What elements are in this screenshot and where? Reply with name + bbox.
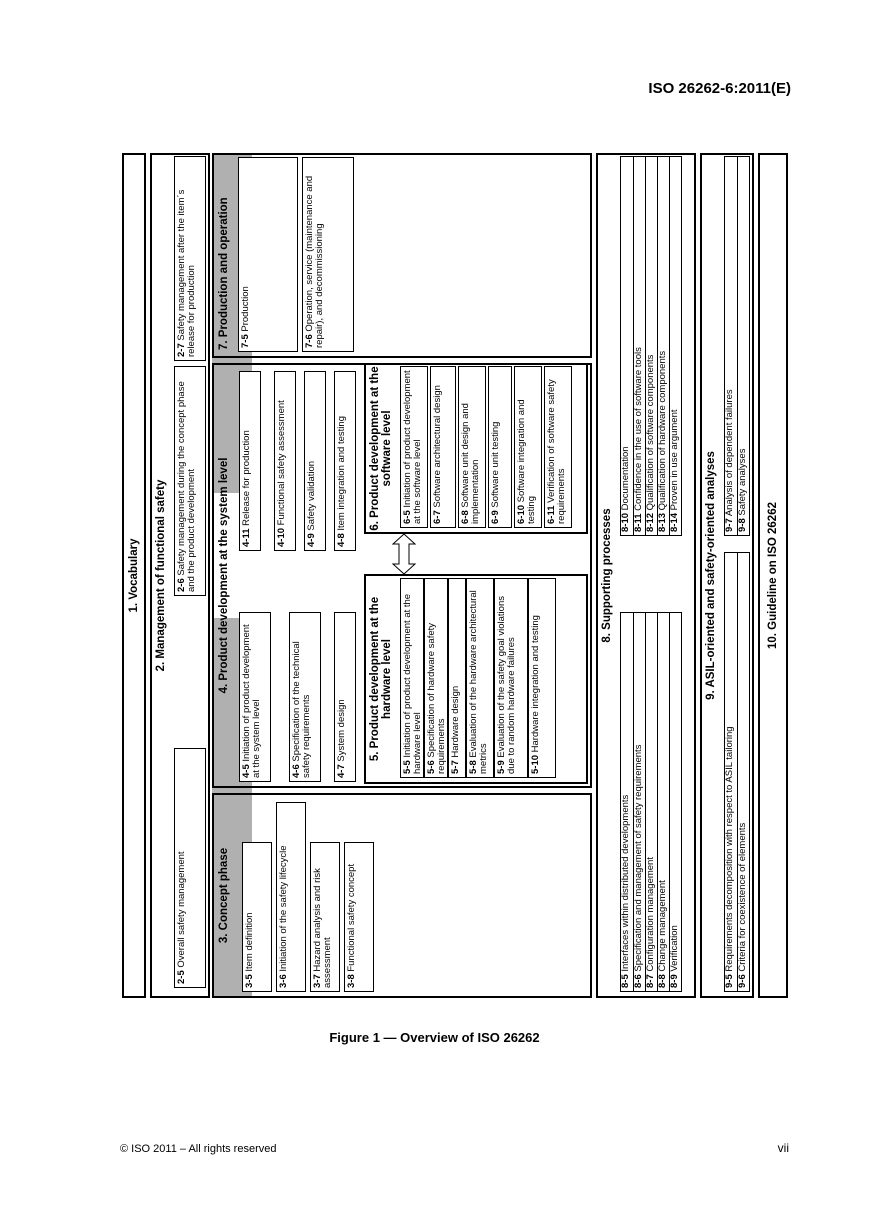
- item-6-7: 6-7 Software architectural design: [430, 366, 456, 528]
- asil-right-list: [724, 156, 750, 536]
- item-6-8: 6-8 Software unit design and implementation: [458, 366, 486, 528]
- item-3-5: 3-5 Item definition: [242, 842, 272, 992]
- concept-title: 3. Concept phase: [218, 847, 230, 944]
- management-band: [150, 153, 210, 998]
- asil-band: [700, 153, 754, 998]
- item-8-9: 8-9 Verification: [669, 613, 681, 991]
- item-4-7: 4-7 System design: [334, 612, 356, 782]
- copyright-notice: © ISO 2011 – All rights reserved: [120, 1143, 277, 1155]
- item-6-9: 6-9 Software unit testing: [488, 366, 512, 528]
- item-8-8: 8-8 Change management: [657, 613, 669, 991]
- item-6-10: 6-10 Software integration and testing: [514, 366, 542, 528]
- item-8-12: 8-12 Qualification of software components: [645, 157, 657, 535]
- item-8-6: 8-6 Specification and management of safety requirements: [633, 613, 645, 991]
- item-6-11: 6-11 Verification of software safety requirements: [544, 366, 572, 528]
- vocabulary-band: [122, 153, 146, 998]
- item-2-5: 2-5 Overall safety management: [174, 748, 206, 988]
- item-5-7: 5-7 Hardware design: [448, 578, 466, 778]
- guideline-band: [758, 153, 788, 998]
- concept-band: [212, 793, 592, 998]
- item-7-6: 7-6 Operation, service (maintenance and repair), and decommissioning: [302, 157, 354, 352]
- system-level-title: 4. Product development at the system level: [218, 457, 230, 694]
- supporting-band: [596, 153, 696, 998]
- item-6-5: 6-5 Initiation of product development at the software level: [400, 366, 428, 528]
- item-8-10: 8-10 Documentation: [620, 446, 631, 532]
- overview-figure: [122, 153, 869, 988]
- supporting-right-list: [620, 156, 682, 536]
- supporting-left-list: [620, 612, 682, 992]
- item-5-5: 5-5 Initiation of product development at the hardware level: [400, 578, 424, 778]
- item-3-8: 3-8 Functional safety concept: [344, 842, 374, 992]
- item-5-9: 5-9 Evaluation of the safety goal violations due to random hardware failures: [494, 578, 528, 778]
- item-4-5: 4-5 Initiation of product development at the system level: [239, 612, 271, 782]
- production-band: [212, 153, 592, 358]
- hw-sw-interface-arrow: [389, 534, 419, 574]
- item-9-8: 9-8 Safety analyses: [737, 157, 749, 535]
- software-level-box: [364, 363, 588, 534]
- asil-title: 9. ASIL-oriented and safety-oriented analyses: [705, 451, 717, 700]
- hardware-level-box: [364, 574, 588, 784]
- item-4-6: 4-6 Specification of the technical safety requirements: [289, 612, 321, 782]
- item-8-13: 8-13 Qualification of hardware components: [657, 157, 669, 535]
- item-5-10: 5-10 Hardware integration and testing: [528, 578, 556, 778]
- vocabulary-title: 1. Vocabulary: [128, 538, 140, 613]
- supporting-title: 8. Supporting processes: [601, 508, 613, 643]
- item-4-10: 4-10 Functional safety assessment: [274, 371, 296, 551]
- software-level-title: 6. Product development at the software level: [369, 366, 394, 531]
- item-5-6: 5-6 Specification of hardware safety requirements: [424, 578, 448, 778]
- item-8-14: 8-14 Proven in use argument: [669, 157, 681, 535]
- document-id: ISO 26262-6:2011(E): [648, 80, 791, 97]
- item-8-7: 8-7 Configuration management: [645, 613, 657, 991]
- figure-caption: Figure 1 — Overview of ISO 26262: [329, 1030, 540, 1045]
- page-number: vii: [777, 1141, 789, 1155]
- item-7-5: 7-5 Production: [238, 157, 298, 352]
- item-5-8: 5-8 Evaluation of the hardware architectural metrics: [466, 578, 494, 778]
- item-8-11: 8-11 Confidence in the use of software tools: [633, 157, 645, 535]
- item-2-7: 2-7 Safety management after the item´s release for production: [174, 156, 206, 361]
- production-title: 7. Production and operation: [218, 197, 230, 350]
- item-4-9: 4-9 Safety validation: [304, 371, 326, 551]
- item-4-8: 4-8 Item integration and testing: [334, 371, 356, 551]
- hardware-level-title: 5. Product development at the hardware level: [369, 596, 394, 762]
- item-9-5: 9-5 Requirements decomposition with respect to ASIL tailoring: [724, 726, 735, 988]
- asil-left-list: [724, 552, 750, 992]
- item-3-7: 3-7 Hazard analysis and risk assessment: [310, 842, 340, 992]
- item-4-11: 4-11 Release for production: [239, 371, 261, 551]
- system-level-band: [212, 363, 592, 788]
- guideline-title: 10. Guideline on ISO 26262: [767, 502, 779, 650]
- management-title: 2. Management of functional safety: [155, 479, 167, 672]
- item-8-5: 8-5 Interfaces within distributed developments: [620, 794, 631, 988]
- item-3-6: 3-6 Initiation of the safety lifecycle: [276, 802, 306, 992]
- item-9-7: 9-7 Analysis of dependent failures: [724, 389, 735, 532]
- item-2-6: 2-6 Safety management during the concept phase and the product development: [174, 366, 206, 596]
- item-9-6: 9-6 Criteria for coexistence of elements: [737, 553, 749, 991]
